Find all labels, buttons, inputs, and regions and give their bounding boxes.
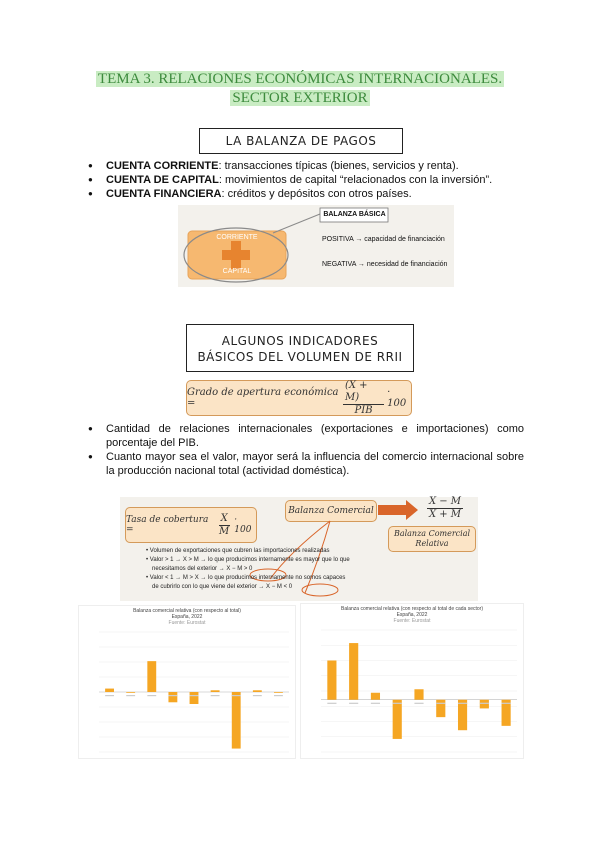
balanza-comercial-box: Balanza Comercial bbox=[285, 500, 377, 522]
list-item: ● CUENTA FINANCIERA: créditos y depósitos con otros países. bbox=[88, 187, 528, 201]
category-label-mark bbox=[327, 703, 336, 704]
title-line-2: SECTOR EXTERIOR bbox=[232, 90, 368, 106]
chart-right-source: Fuente: Eurostat bbox=[393, 618, 431, 624]
indicadores-header: ALGUNOS INDICADORES BÁSICOS DEL VOLUMEN DE RRII bbox=[186, 324, 414, 372]
note-line: necesitamos del exterior → X − M > 0 bbox=[152, 566, 253, 572]
note-line: de cubrirlo con lo que viene del exterior → X − M < 0 bbox=[152, 584, 293, 590]
category-label-mark bbox=[168, 695, 177, 696]
category-label-mark bbox=[105, 695, 114, 696]
category-label-mark bbox=[436, 703, 445, 704]
list-item: ● CUENTA CORRIENTE: transacciones típicas (bienes, servicios y renta). bbox=[88, 159, 528, 173]
chart-bar bbox=[232, 692, 241, 749]
capital-label: CAPITAL bbox=[222, 268, 252, 275]
note-line: • Volumen de exportaciones que cubren las importaciones realizadas bbox=[146, 548, 330, 554]
chart-left-plot bbox=[79, 626, 295, 758]
chart-bar bbox=[126, 692, 135, 693]
category-label-mark bbox=[211, 695, 220, 696]
page-title bbox=[60, 70, 540, 108]
tasa-cobertura-formula: Tasa de cobertura = $\frac{X}{M}$ · 100 bbox=[125, 507, 257, 543]
chart-bar bbox=[327, 661, 336, 700]
balanza-basica-diagram bbox=[178, 205, 454, 287]
chart-left-source: Fuente: Eurostat bbox=[168, 620, 206, 626]
list-item: ● CUENTA DE CAPITAL: movimientos de capital “relacionados con la inversión”. bbox=[88, 173, 528, 187]
chart-bar bbox=[393, 700, 402, 739]
grado-apertura-formula: Grado de apertura económica = $\frac{(X + M)}{\text{PIB}}$ · 100 bbox=[186, 380, 412, 416]
chart-bar bbox=[190, 692, 199, 704]
chart-bar bbox=[168, 692, 177, 702]
cobertura-panel bbox=[120, 497, 478, 601]
chart-right bbox=[300, 603, 524, 759]
category-label-mark bbox=[371, 703, 380, 704]
chart-bar bbox=[480, 700, 489, 709]
list-item: ● Cantidad de relaciones internacionales (exportaciones e importaciones) como porcentaje del PIB. bbox=[88, 422, 524, 450]
cobertura-notes bbox=[146, 547, 406, 592]
chart-bar bbox=[458, 700, 467, 731]
corriente-label: CORRIENTE bbox=[216, 234, 258, 241]
category-label-mark bbox=[414, 703, 423, 704]
chart-right-title: Balanza comercial relativa (con respecto al total de cada sector) bbox=[340, 606, 483, 612]
indicadores-list bbox=[88, 422, 524, 478]
balanza-pagos-list bbox=[88, 159, 528, 201]
chart-bar bbox=[371, 693, 380, 700]
category-label-mark bbox=[458, 703, 467, 704]
chart-bar bbox=[211, 690, 220, 692]
balanza-relativa-box: Balanza Comercial Relativa bbox=[388, 526, 476, 552]
balanza-basica-label: BALANZA BÁSICA bbox=[323, 211, 386, 218]
category-label-mark bbox=[190, 695, 199, 696]
chart-bar bbox=[253, 690, 262, 692]
negativa-label: NEGATIVA → necesidad de financiación bbox=[322, 261, 448, 268]
category-label-mark bbox=[147, 695, 156, 696]
chart-bar bbox=[349, 643, 358, 700]
chart-right-subtitle: España, 2022 bbox=[396, 612, 428, 618]
chart-left-title: Balanza comercial relativa (con respecto al total) bbox=[133, 608, 241, 614]
chart-bar bbox=[436, 700, 445, 717]
category-label-mark bbox=[253, 695, 262, 696]
chart-left-subtitle: España, 2022 bbox=[171, 614, 203, 620]
category-label-mark bbox=[480, 703, 489, 704]
chart-bar bbox=[105, 689, 114, 692]
note-line: • Valor > 1 → X > M → lo que producimos internamente es mayor que lo que bbox=[146, 557, 350, 563]
chart-bar bbox=[414, 689, 423, 699]
chart-bar bbox=[274, 692, 283, 693]
category-label-mark bbox=[274, 695, 283, 696]
note-line: • Valor < 1 → M > X → lo que producimos internamente no somos capaces bbox=[146, 575, 346, 581]
chart-bar bbox=[147, 661, 156, 692]
balanza-pagos-header: LA BALANZA DE PAGOS bbox=[199, 128, 403, 154]
category-label-mark bbox=[349, 703, 358, 704]
category-label-mark bbox=[126, 695, 135, 696]
category-label-mark bbox=[393, 703, 402, 704]
relativa-fraction: $\frac{X - M}{X + M}$ bbox=[428, 495, 462, 520]
chart-left bbox=[78, 605, 296, 759]
category-label-mark bbox=[502, 703, 511, 704]
chart-right-plot bbox=[301, 624, 523, 758]
category-label-mark bbox=[232, 695, 241, 696]
list-item: ● Cuanto mayor sea el valor, mayor será la influencia del comercio internacional sobre la producción nacional total (actividad doméstica). bbox=[88, 450, 524, 478]
positiva-label: POSITIVA → capacidad de financiación bbox=[322, 236, 445, 243]
title-line-1: TEMA 3. RELACIONES ECONÓMICAS INTERNACIONALES. bbox=[97, 71, 503, 87]
